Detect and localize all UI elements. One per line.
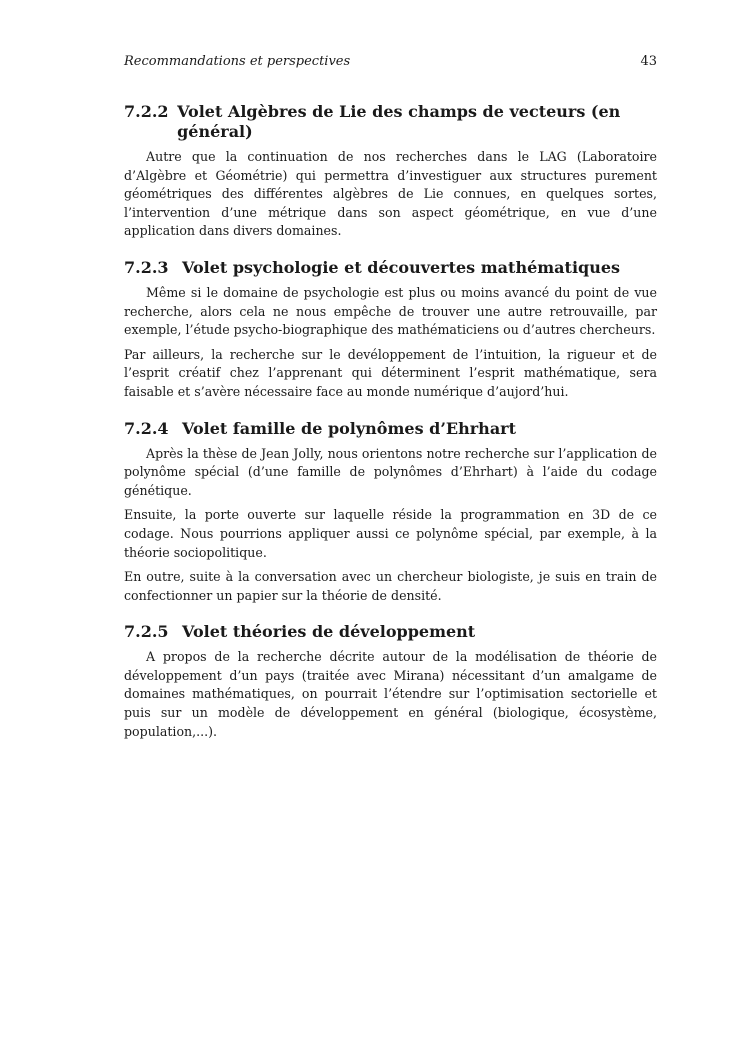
paragraph: Après la thèse de Jean Jolly, nous orientons notre recherche sur l’application de polynôme spécial (d’une famille de polynômes d’Ehrhart) à l’aide du codage génétique.: [124, 445, 657, 498]
paragraph: Même si le domaine de psychologie est plus ou moins avancé du point de vue recherche, alors cela ne nous empêche de trouver une autre retrouvaille, par exemple, l’étude psycho-biographique des mathématiciens ou d’autres chercheurs.: [124, 284, 657, 338]
paragraph: Ensuite, la porte ouverte sur laquelle réside la programmation en 3D de ce codage. Nous pourrions appliquer aussi ce polynôme spécial, par exemple, à la théorie sociopolitique.: [124, 507, 657, 560]
page-number: 43: [640, 54, 657, 69]
section-title: Volet Algèbres de Lie des champs de vecteurs (en général): [177, 102, 621, 141]
paragraph: Par ailleurs, la recherche sur le devéloppement de l’intuition, la rigueur et de l’esprit créatif chez l’apprenant qui déterminent l’esprit mathématique, sera faisable et s’avère nécessaire face au monde numérique d’aujord’hui.: [124, 346, 657, 399]
section-number: 7.2.3: [124, 257, 169, 277]
section-7-2-2: [124, 102, 657, 241]
running-title: Recommandations et perspectives: [124, 54, 351, 69]
section-number: 7.2.4: [124, 418, 169, 438]
section-title: Volet famille de polynômes d’Ehrhart: [182, 418, 516, 438]
section-title: Volet psychologie et découvertes mathématiques: [182, 257, 621, 277]
section-number: 7.2.5: [124, 622, 169, 642]
section-7-2-5: [124, 622, 657, 741]
section-7-2-4: [124, 419, 657, 606]
paragraph: Autre que la continuation de nos recherches dans le LAG (Laboratoire d’Algèbre et Géométrie) qui permettra d’investiguer aux structures purement géométriques des différentes algèbres de Lie connues, en quelques sortes, l’intervention d’une métrique dans son aspect géométrique, en vue d’une application dans divers domaines.: [124, 149, 657, 239]
paragraph: A propos de la recherche décrite autour de la modélisation de théorie de développement d’un pays (traitée avec Mirana) nécessitant d’un amalgame de domaines mathématiques, on pourrait l’étendre sur l’optimisation sectorielle et puis sur un modèle de développement en général (biologique, écosystème, population,...).: [124, 649, 657, 739]
running-header: [124, 54, 657, 74]
section-heading: [124, 419, 657, 439]
section-heading: [124, 102, 657, 142]
section-heading: [124, 622, 657, 642]
paragraph: En outre, suite à la conversation avec un chercheur biologiste, je suis en train de confectionner un papier sur la théorie de densité.: [124, 569, 657, 603]
page: [124, 54, 657, 758]
section-title: Volet théories de développement: [182, 622, 476, 642]
section-heading: [124, 258, 657, 278]
section-7-2-3: [124, 258, 657, 402]
section-number: 7.2.2: [124, 102, 169, 121]
